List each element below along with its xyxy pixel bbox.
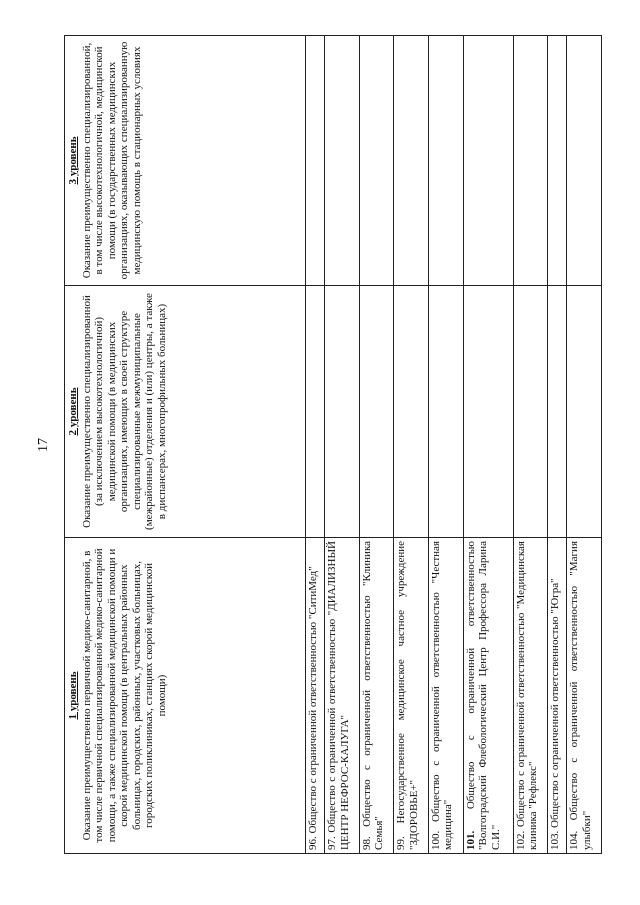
- rotated-table-container: [64, 36, 602, 854]
- level-3-cell: [359, 36, 394, 286]
- organization-name: Негосударственное медицинское частное учреждение "ЗДОРОВЬЕ+": [395, 540, 420, 850]
- header-level-2: [65, 286, 306, 538]
- row-number: 98.: [360, 836, 373, 850]
- table-row: [359, 36, 394, 854]
- table-body: [306, 36, 602, 854]
- organization-name: Общество с ограниченной ответственностью "Волгоградский Флебологический Центр Профессора Ларина С.И.": [464, 540, 502, 850]
- row-number: 102.: [514, 830, 527, 850]
- row-number: 104.: [568, 830, 581, 850]
- level-2-cell: [513, 286, 548, 538]
- level-2-cell: [567, 286, 602, 538]
- table-row: [428, 36, 463, 854]
- header-level-2-description: Оказание преимущественно специализированной (за исключением высокотехнологичной) медицинской помощи (в медицинских организациях, имеющих в своей структуре специализированные межмуниципальные (межрайонные) отделения и (или) центры, а также в диспансерах, многопрофильных больницах): [80, 293, 168, 530]
- table-row: [548, 36, 567, 854]
- organization-name: Общество с ограниченной ответственностью "Честная медицина": [429, 540, 455, 850]
- organization-cell: [428, 538, 463, 854]
- organization-name: Общество с ограниченной ответственностью "Клиника Семья": [360, 541, 386, 850]
- table-row: [463, 36, 513, 854]
- header-level-3-description: Оказание преимущественно специализированной, в том числе высокотехнологичной, медицинской помощи (в государственных медицинских организациях, оказывающих специализированную медицинскую помощь в стационарных условиях: [80, 41, 143, 280]
- organization-name: Общество с ограниченной ответственностью "ДИАЛИЗНЫЙ ЦЕНТР НЕФРОС-КАЛУГА": [326, 541, 351, 850]
- level-3-cell: [306, 36, 325, 286]
- level-2-cell: [548, 286, 567, 538]
- organization-name: Общество с ограниченной ответственностью "Югра": [549, 578, 562, 828]
- header-level-1: [65, 538, 306, 854]
- table-row: [567, 36, 602, 854]
- header-level-3: [65, 36, 306, 286]
- level-3-cell: [513, 36, 548, 286]
- organization-cell: [463, 538, 513, 854]
- row-number: 100.: [429, 830, 442, 850]
- page-number: 17: [36, 438, 51, 452]
- organization-cell: [306, 538, 325, 854]
- level-2-cell: [428, 286, 463, 538]
- level-2-cell: [394, 286, 429, 538]
- level-2-cell: [359, 286, 394, 538]
- organization-cell: [394, 538, 429, 854]
- header-level-1-title: 1 уровень: [67, 671, 79, 720]
- level-3-cell: [428, 36, 463, 286]
- header-row: [65, 36, 306, 854]
- organization-name: Общество с ограниченной ответственностью "Медицинская клиника "Рефлекс": [514, 541, 540, 850]
- organization-cell: [359, 538, 394, 854]
- row-number: 103.: [549, 830, 562, 850]
- medical-levels-table: [64, 35, 602, 854]
- organization-cell: [548, 538, 567, 854]
- row-number: 96.: [307, 836, 319, 850]
- table-row: [513, 36, 548, 854]
- organization-cell: [325, 538, 360, 854]
- organization-name: Общество с ограниченной ответственностью "Магия улыбки": [568, 540, 593, 850]
- header-level-2-title: 2 уровень: [67, 387, 79, 436]
- level-3-cell: [548, 36, 567, 286]
- organization-cell: [567, 538, 602, 854]
- level-3-cell: [394, 36, 429, 286]
- header-level-1-description: Оказание преимущественно первичной медико-санитарной, в том числе первичной специализированной медико-санитарной помощи, а также специализированной медицинской помощи и скорой медицинской помощи (в центральных районных больницах, городских, районных, участковых больницах, городских поликлиниках, станциях скорой медицинской помощи): [80, 548, 168, 843]
- header-level-3-title: 3 уровень: [67, 136, 79, 185]
- level-3-cell: [567, 36, 602, 286]
- table-row: [306, 36, 325, 854]
- table-row: [394, 36, 429, 854]
- level-3-cell: [463, 36, 513, 286]
- row-number: 99.: [395, 836, 408, 850]
- level-2-cell: [325, 286, 360, 538]
- level-2-cell: [463, 286, 513, 538]
- level-2-cell: [306, 286, 325, 538]
- level-3-cell: [325, 36, 360, 286]
- table-row: [325, 36, 360, 854]
- organization-name: Общество с ограниченной ответственностью "СитиМед": [307, 566, 319, 834]
- row-number: 97.: [326, 836, 339, 850]
- organization-cell: [513, 538, 548, 854]
- row-number: 101.: [464, 830, 477, 850]
